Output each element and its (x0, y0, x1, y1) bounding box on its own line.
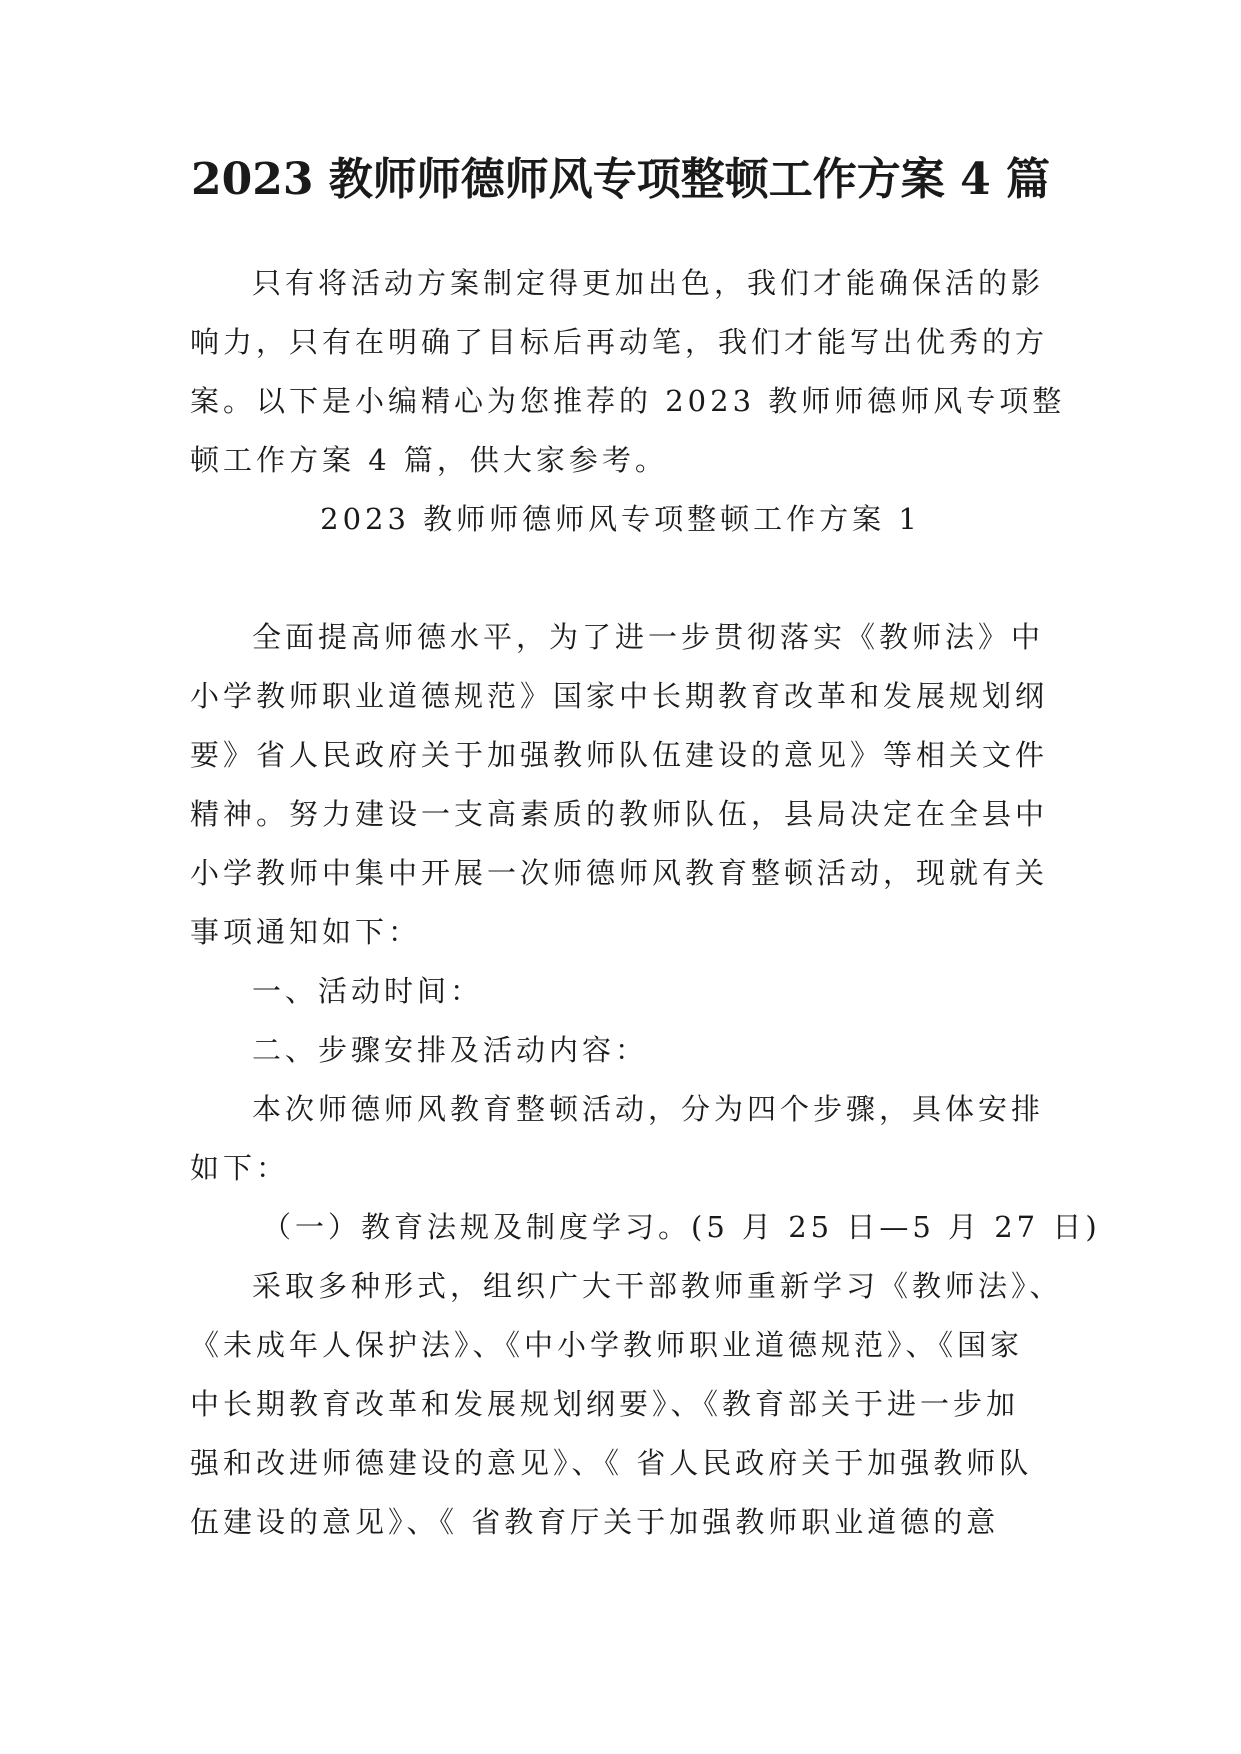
body-line-2: 小学教师职业道德规范》国家中长期教育改革和发展规划纲 (190, 679, 1049, 713)
steps-line-1: 本次师德师风教育整顿活动，分为四个步骤，具体安排 (252, 1092, 1045, 1126)
intro-line-4: 顿工作方案 4 篇，供大家参考。 (190, 443, 668, 477)
body-line-6: 事项通知如下： (190, 915, 422, 949)
item-activity-time: 一、活动时间： (252, 974, 484, 1008)
section-heading: 2023 教师师德师风专项整顿工作方案 1 (320, 502, 921, 536)
study-line-4: 强和改进师德建设的意见》、《 省人民政府关于加强教师队 (190, 1446, 1033, 1480)
study-line-2: 《未成年人保护法》、《中小学教师职业道德规范》、《国家 (190, 1328, 1024, 1362)
body-line-5: 小学教师中集中开展一次师德师风教育整顿活动，现就有关 (190, 856, 1049, 890)
item-steps: 二、步骤安排及活动内容： (252, 1033, 649, 1067)
study-line-3: 中长期教育改革和发展规划纲要》、《教育部关于进一步加 (190, 1387, 1020, 1421)
step-one-heading: （一）教育法规及制度学习。(5 月 25 日—5 月 27 日) (262, 1210, 1101, 1244)
document-title: 2023 教师师德师风专项整顿工作方案 4 篇 (190, 154, 1051, 205)
body-line-1: 全面提高师德水平，为了进一步贯彻落实《教师法》中 (252, 620, 1045, 654)
intro-line-3: 案。以下是小编精心为您推荐的 2023 教师师德师风专项整 (190, 384, 1066, 418)
body-line-4: 精神。努力建设一支高素质的教师队伍，县局决定在全县中 (190, 797, 1049, 831)
body-line-3: 要》省人民政府关于加强教师队伍建设的意见》等相关文件 (190, 738, 1049, 772)
study-line-1: 采取多种形式，组织广大干部教师重新学习《教师法》、 (252, 1269, 1063, 1303)
intro-line-2: 响力，只有在明确了目标后再动笔，我们才能写出优秀的方 (190, 325, 1049, 359)
study-line-5: 伍建设的意见》、《 省教育厅关于加强教师职业道德的意 (190, 1505, 1000, 1539)
intro-line-1: 只有将活动方案制定得更加出色，我们才能确保活的影 (252, 266, 1045, 300)
steps-line-2: 如下： (190, 1151, 290, 1185)
